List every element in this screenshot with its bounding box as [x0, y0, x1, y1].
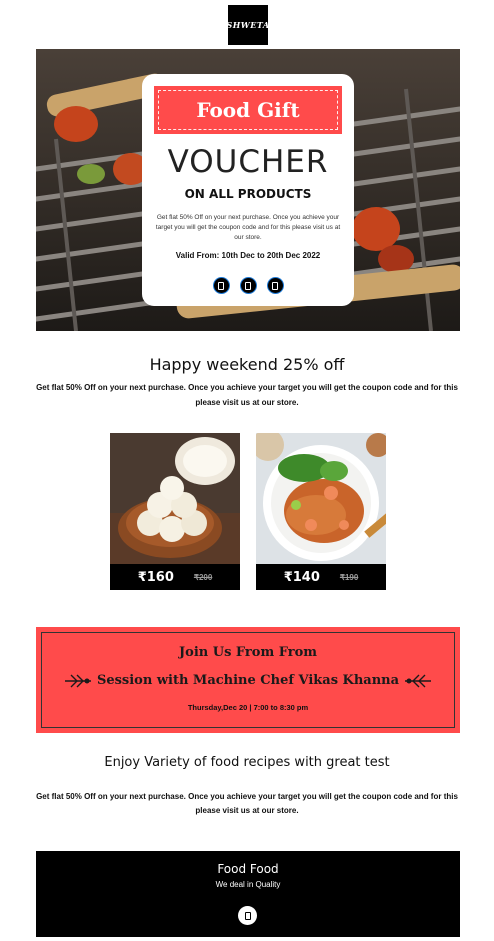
- social-icon-1[interactable]: [213, 277, 230, 294]
- event-frame: [41, 632, 455, 728]
- event-banner: [36, 627, 460, 733]
- footer: [36, 851, 460, 937]
- price: ₹160: [137, 569, 174, 585]
- footer-tagline: We deal in Quality: [215, 880, 281, 889]
- footer-title: Food Food: [217, 862, 279, 876]
- social-icon-2[interactable]: [240, 277, 257, 294]
- social-links: [142, 277, 354, 294]
- voucher-card: [142, 74, 354, 306]
- glyph-icon: [245, 282, 251, 290]
- footer-social-icon[interactable]: [238, 906, 257, 925]
- glyph-icon: [272, 282, 278, 290]
- social-icon-3[interactable]: [267, 277, 284, 294]
- voucher-ribbon: [154, 86, 342, 134]
- event-session-title: Session with Machine Chef Vikas Khanna: [96, 673, 400, 688]
- enjoy-description: Get flat 50% Off on your next purchase. Once you achieve your target you will get the coupon code and for this please visit us at our store.: [36, 792, 458, 815]
- ribbon-title: Food Gift: [196, 98, 300, 122]
- right-flourish-icon: [405, 674, 431, 688]
- event-heading: Join Us From From: [179, 645, 317, 660]
- voucher-validity: Valid From: 10th Dec to 20th Dec 2022: [175, 251, 321, 260]
- hero-banner: [36, 49, 460, 331]
- product-card-laddoo[interactable]: [110, 433, 240, 590]
- promo-title: Happy weekend 25% off: [149, 355, 345, 374]
- enjoy-title: Enjoy Variety of food recipes with great test: [104, 755, 390, 770]
- glyph-icon: [218, 282, 224, 290]
- voucher-title: VOUCHER: [167, 144, 329, 180]
- pad-thai-image: [256, 433, 386, 564]
- voucher-subtitle: ON ALL PRODUCTS: [184, 187, 312, 201]
- promo-description: Get flat 50% Off on your next purchase. Once you achieve your target you will get the coupon code and for this please visit us at our store.: [36, 383, 458, 407]
- product-card-noodles[interactable]: [256, 433, 386, 590]
- glyph-icon: [245, 912, 251, 920]
- old-price: ₹200: [193, 572, 213, 582]
- coconut-laddoo-image: [110, 433, 240, 564]
- price: ₹140: [283, 569, 320, 585]
- left-flourish-icon: [65, 674, 91, 688]
- logo-text: SHWETA: [226, 20, 270, 30]
- price-bar: [256, 564, 386, 590]
- voucher-description: Get flat 50% Off on your next purchase. Once you achieve your target you will get the coupon code and for this please visit us at our store.: [155, 214, 341, 241]
- event-date: Thursday,Dec 20 | 7:00 to 8:30 pm: [187, 703, 309, 712]
- price-bar: [110, 564, 240, 590]
- old-price: ₹190: [339, 572, 359, 582]
- event-session-row: [42, 673, 454, 688]
- brand-logo[interactable]: [228, 5, 268, 45]
